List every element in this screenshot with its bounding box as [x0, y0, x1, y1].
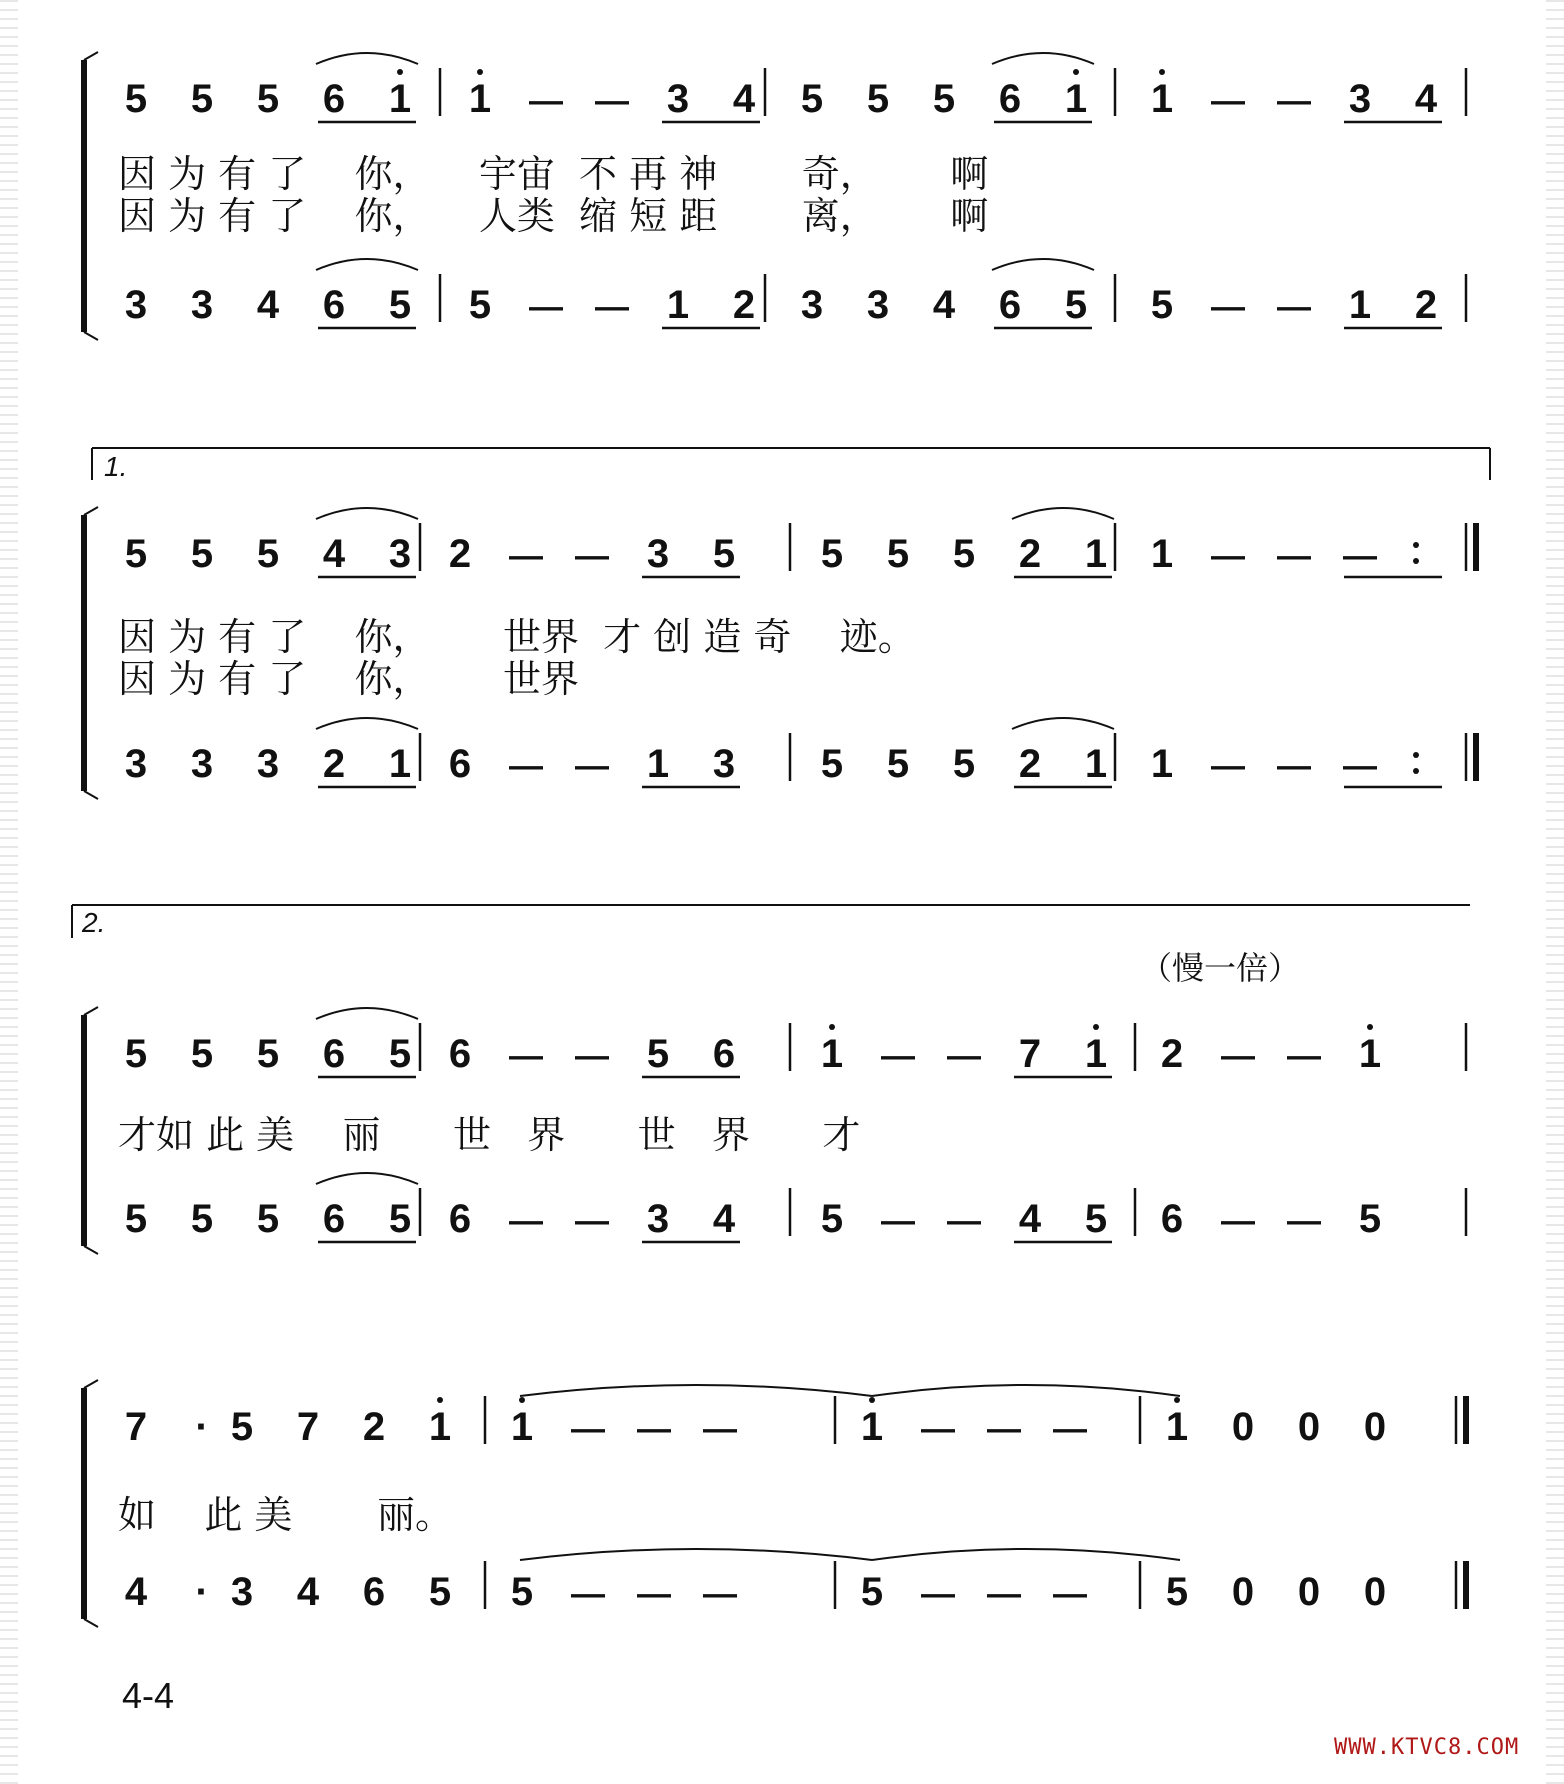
slur-arc [316, 1173, 418, 1184]
slur-arc [992, 53, 1094, 64]
bracket-hook-top [84, 1007, 98, 1015]
dash-mark: — [509, 747, 543, 785]
note-number: 7 [124, 1405, 148, 1449]
note-number: 6 [998, 283, 1022, 327]
note-number: 3 [190, 742, 214, 786]
note-number: 5 [646, 1032, 670, 1076]
note-number: 6 [448, 1197, 472, 1241]
note-number: 3 [256, 742, 280, 786]
note-number: 5 [886, 532, 910, 576]
note-number: 5 [190, 1032, 214, 1076]
note-number: 1 [666, 283, 690, 327]
note-number: · [195, 1570, 209, 1614]
dash-mark: — [1211, 288, 1245, 326]
dash-mark: — [987, 1410, 1021, 1448]
note-number: 1 [1358, 1032, 1382, 1076]
bracket-hook-bottom [84, 1619, 98, 1627]
note-number: 5 [952, 532, 976, 576]
note-number: 1 [1064, 77, 1088, 121]
note-number: 5 [388, 1032, 412, 1076]
octave-high-dot [1093, 1024, 1099, 1030]
note-number: 5 [1064, 283, 1088, 327]
note-number: 5 [820, 532, 844, 576]
dash-mark: — [595, 288, 629, 326]
slur-arc [1012, 718, 1114, 729]
octave-high-dot [1073, 69, 1079, 75]
note-number: 5 [388, 283, 412, 327]
note-number: 3 [712, 742, 736, 786]
note-number: 6 [322, 1032, 346, 1076]
note-number: 4 [1414, 77, 1438, 121]
note-number: 2 [732, 283, 756, 327]
dash-mark: — [509, 537, 543, 575]
note-number: 1 [1084, 1032, 1108, 1076]
note-number: 5 [860, 1570, 884, 1614]
note-number: 2 [1414, 283, 1438, 327]
dash-mark: — [1277, 82, 1311, 120]
note-number: 1 [646, 742, 670, 786]
note-number: 6 [712, 1032, 736, 1076]
dash-mark: — [595, 82, 629, 120]
note-number: 3 [124, 742, 148, 786]
note-number: 1 [428, 1405, 452, 1449]
note-number: 5 [190, 1197, 214, 1241]
note-number: 4 [1018, 1197, 1042, 1241]
note-number: 5 [1165, 1570, 1189, 1614]
note-number: 5 [256, 532, 280, 576]
note-number: 5 [1084, 1197, 1108, 1241]
repeat-dot [1413, 752, 1419, 758]
note-number: 1 [1150, 742, 1174, 786]
dash-mark: — [703, 1575, 737, 1613]
note-number: 7 [296, 1405, 320, 1449]
note-number: 6 [1160, 1197, 1184, 1241]
slur-arc [316, 718, 418, 729]
octave-high-dot [869, 1397, 875, 1403]
note-number: · [195, 1405, 209, 1449]
note-number: 5 [230, 1405, 254, 1449]
note-number: 3 [666, 77, 690, 121]
dash-mark: — [575, 1037, 609, 1075]
note-number: 4 [256, 283, 280, 327]
note-number: 5 [256, 77, 280, 121]
dash-mark: — [509, 1202, 543, 1240]
note-number: 1 [388, 742, 412, 786]
dash-mark: — [509, 1037, 543, 1075]
note-number: 4 [322, 532, 346, 576]
note-number: 5 [124, 532, 148, 576]
note-number: 5 [866, 77, 890, 121]
dash-mark: — [529, 288, 563, 326]
octave-high-dot [437, 1397, 443, 1403]
repeat-dot [1413, 768, 1419, 774]
bracket-hook-top [84, 52, 98, 60]
dash-mark: — [881, 1202, 915, 1240]
dash-mark: — [571, 1575, 605, 1613]
note-number: 0 [1363, 1405, 1387, 1449]
note-number: 2 [1160, 1032, 1184, 1076]
note-number: 1 [388, 77, 412, 121]
dash-mark: — [637, 1410, 671, 1448]
lyrics-line: 才如 此 美 丽 世 界 世 界 才 [118, 1113, 861, 1157]
dash-mark: — [1287, 1037, 1321, 1075]
note-number: 1 [1150, 77, 1174, 121]
note-number: 6 [362, 1570, 386, 1614]
note-number: 2 [322, 742, 346, 786]
note-number: 2 [1018, 742, 1042, 786]
dash-mark: — [1287, 1202, 1321, 1240]
note-number: 3 [1348, 77, 1372, 121]
bracket-hook-top [84, 1380, 98, 1388]
note-number: 3 [388, 532, 412, 576]
note-number: 5 [468, 283, 492, 327]
second-ending-label: 2. [82, 907, 106, 938]
note-number: 5 [820, 1197, 844, 1241]
note-number: 5 [256, 1197, 280, 1241]
dash-mark: — [1221, 1202, 1255, 1240]
dash-mark: — [1053, 1410, 1087, 1448]
octave-high-dot [1367, 1024, 1373, 1030]
note-number: 4 [712, 1197, 736, 1241]
octave-high-dot [829, 1024, 835, 1030]
note-number: 3 [190, 283, 214, 327]
note-number: 5 [820, 742, 844, 786]
dash-mark: — [921, 1575, 955, 1613]
octave-high-dot [477, 69, 483, 75]
bracket-hook-top [84, 507, 98, 515]
first-ending-label: 1. [104, 451, 128, 482]
note-number: 1 [1084, 742, 1108, 786]
note-number: 2 [362, 1405, 386, 1449]
note-number: 1 [1348, 283, 1372, 327]
note-number: 1 [860, 1405, 884, 1449]
octave-high-dot [397, 69, 403, 75]
dash-mark: — [1211, 537, 1245, 575]
dash-mark: — [881, 1037, 915, 1075]
tie-arc [872, 1385, 1180, 1396]
dash-mark: — [1211, 747, 1245, 785]
dash-mark: — [637, 1575, 671, 1613]
note-number: 1 [1165, 1405, 1189, 1449]
dash-mark: — [575, 537, 609, 575]
note-number: 7 [1018, 1032, 1042, 1076]
note-number: 0 [1231, 1405, 1255, 1449]
note-number: 6 [998, 77, 1022, 121]
note-number: 3 [230, 1570, 254, 1614]
lyrics-line: 因 为 有 了 你， 世界 才 创 造 奇 迹。 [118, 615, 916, 659]
note-number: 5 [124, 77, 148, 121]
note-number: 1 [1084, 532, 1108, 576]
note-number: 3 [800, 283, 824, 327]
lyrics-line: 如 此 美 丽。 [118, 1493, 453, 1537]
bracket-hook-bottom [84, 1246, 98, 1254]
bracket-hook-bottom [84, 332, 98, 340]
dash-mark: — [571, 1410, 605, 1448]
note-number: 5 [124, 1197, 148, 1241]
note-number: 1 [820, 1032, 844, 1076]
slur-arc [1012, 508, 1114, 519]
bracket-hook-bottom [84, 791, 98, 799]
note-number: 6 [322, 283, 346, 327]
dash-mark: — [529, 82, 563, 120]
dash-mark: — [947, 1202, 981, 1240]
dash-mark: — [1221, 1037, 1255, 1075]
note-number: 2 [448, 532, 472, 576]
note-number: 5 [800, 77, 824, 121]
note-number: 4 [124, 1570, 148, 1614]
slur-arc [316, 53, 418, 64]
dash-mark: — [1277, 747, 1311, 785]
octave-high-dot [1174, 1397, 1180, 1403]
note-number: 5 [712, 532, 736, 576]
slur-arc [992, 259, 1094, 270]
repeat-dot [1413, 558, 1419, 564]
tie-arc [520, 1385, 872, 1396]
dash-mark: — [1343, 537, 1377, 575]
note-number: 5 [886, 742, 910, 786]
note-number: 5 [952, 742, 976, 786]
page-number: 4-4 [122, 1675, 175, 1716]
note-number: 5 [124, 1032, 148, 1076]
dash-mark: — [575, 747, 609, 785]
dash-mark: — [703, 1410, 737, 1448]
dash-mark: — [1277, 288, 1311, 326]
slur-arc [316, 259, 418, 270]
note-number: 4 [932, 283, 956, 327]
dash-mark: — [1277, 537, 1311, 575]
tie-arc [520, 1549, 872, 1560]
dash-mark: — [1053, 1575, 1087, 1613]
note-number: 5 [256, 1032, 280, 1076]
note-number: 5 [428, 1570, 452, 1614]
dash-mark: — [921, 1410, 955, 1448]
note-number: 0 [1297, 1405, 1321, 1449]
tie-arc [872, 1549, 1180, 1560]
tempo-note: （慢一倍） [1140, 949, 1301, 987]
note-number: 5 [932, 77, 956, 121]
note-number: 0 [1297, 1570, 1321, 1614]
repeat-dot [1413, 542, 1419, 548]
dash-mark: — [1211, 82, 1245, 120]
note-number: 6 [322, 1197, 346, 1241]
note-number: 3 [646, 532, 670, 576]
octave-high-dot [519, 1397, 525, 1403]
slur-arc [316, 1008, 418, 1019]
slur-arc [316, 508, 418, 519]
lyrics-line: 因 为 有 了 你， 宇宙 不 再 神 奇， 啊 [118, 152, 989, 196]
dash-mark: — [947, 1037, 981, 1075]
note-number: 4 [296, 1570, 320, 1614]
dash-mark: — [987, 1575, 1021, 1613]
note-number: 0 [1231, 1570, 1255, 1614]
note-number: 5 [190, 532, 214, 576]
note-number: 5 [388, 1197, 412, 1241]
note-number: 1 [510, 1405, 534, 1449]
note-number: 3 [866, 283, 890, 327]
note-number: 5 [1150, 283, 1174, 327]
octave-high-dot [1159, 69, 1165, 75]
note-number: 5 [1358, 1197, 1382, 1241]
note-number: 1 [1150, 532, 1174, 576]
dash-mark: — [575, 1202, 609, 1240]
note-number: 1 [468, 77, 492, 121]
note-number: 6 [322, 77, 346, 121]
note-number: 5 [190, 77, 214, 121]
note-number: 3 [124, 283, 148, 327]
watermark: WWW.KTVC8.COM [1334, 1735, 1520, 1760]
lyrics-line: 因 为 有 了 你， 人类 缩 短 距 离， 啊 [118, 194, 989, 238]
note-number: 2 [1018, 532, 1042, 576]
dash-mark: — [1343, 747, 1377, 785]
note-number: 3 [646, 1197, 670, 1241]
note-number: 5 [510, 1570, 534, 1614]
note-number: 6 [448, 742, 472, 786]
note-number: 6 [448, 1032, 472, 1076]
note-number: 4 [732, 77, 756, 121]
lyrics-line: 因 为 有 了 你， 世界 [118, 657, 580, 701]
note-number: 0 [1363, 1570, 1387, 1614]
